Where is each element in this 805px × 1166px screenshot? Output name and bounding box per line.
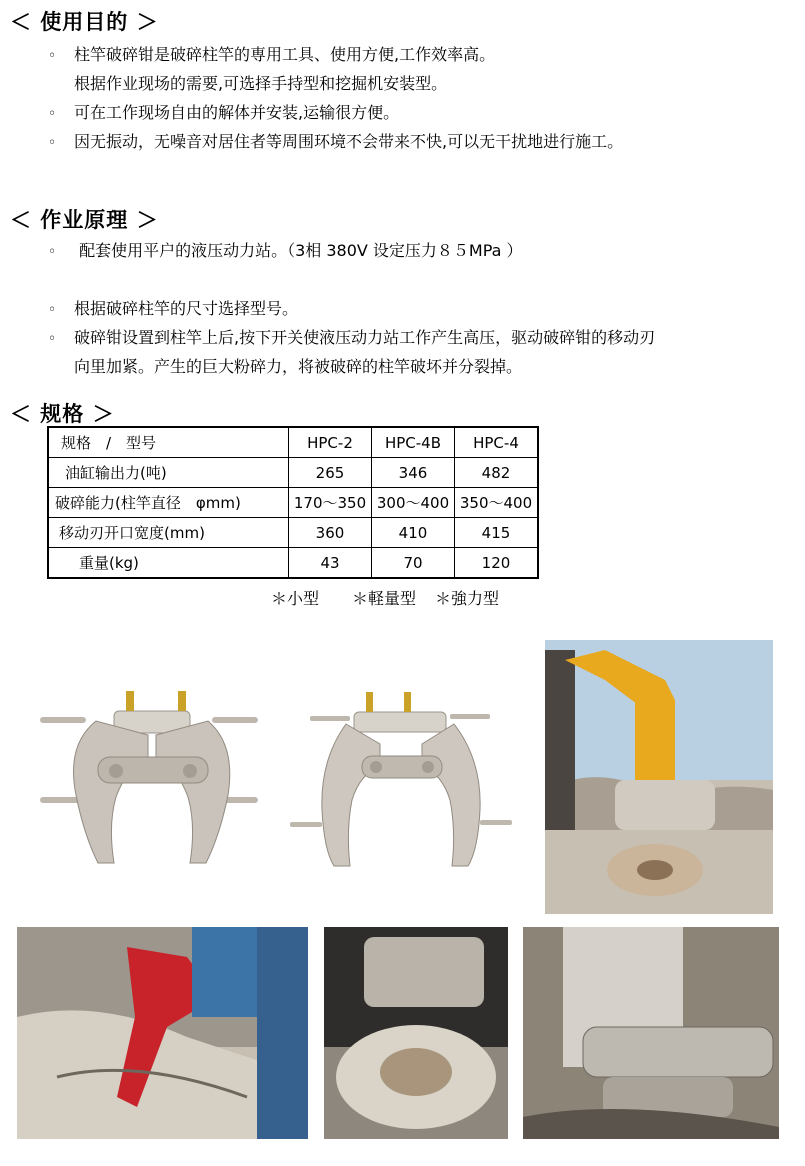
bullet: ◦ (48, 48, 57, 64)
tool-hpc2-photo (36, 685, 262, 870)
table-cell: 410 (372, 518, 455, 548)
purpose-text-1: 柱竿破碎钳是破碎柱竿的専用工具、使用方便,工作效率高。 (74, 45, 496, 64)
header-cell: HPC-4B (372, 427, 455, 458)
purpose-text-2: 根据作业现场的需要,可选择手持型和挖掘机安装型。 (74, 74, 448, 93)
principle-line-1 (48, 238, 523, 261)
spec-table (47, 426, 539, 579)
principle-text-3: 破碎钳设置到柱竿上后,按下开关使液压动力站工作产生高压，驱动破碎钳的移动刃 (74, 328, 656, 347)
note-small: ＊小型 (271, 589, 320, 608)
principle-line-3 (48, 325, 655, 348)
table-row (48, 548, 538, 579)
note-strong: ＊強力型 (435, 589, 500, 608)
table-cell: 350～400 (455, 488, 539, 518)
header-cell: 规格 / 型号 (48, 427, 289, 458)
header-cell: HPC-4 (455, 427, 539, 458)
table-cell: 120 (455, 548, 539, 579)
excavator-photo (545, 640, 773, 914)
principle-heading: ＜ 作业原理 ＞ (10, 208, 159, 232)
cracked-pole-photo (324, 927, 508, 1139)
purpose-text-3: 可在工作现场自由的解体并安装,运输很方便。 (74, 103, 400, 122)
header-cell: HPC-2 (289, 427, 372, 458)
table-cell: 346 (372, 458, 455, 488)
pole-closeup-photo (523, 927, 779, 1139)
purpose-heading: ＜ 使用目的 ＞ (10, 10, 159, 34)
tool-hpc4b-photo (290, 690, 512, 870)
table-cell: 415 (455, 518, 539, 548)
table-cell: 482 (455, 458, 539, 488)
row-label: 油缸输出力(吨) (48, 458, 289, 488)
principle-text-4: 向里加紧。产生的巨大粉碎力，将被破碎的柱竿破坏并分裂掉。 (74, 357, 523, 376)
note-light: ＊軽量型 (352, 589, 417, 608)
table-cell: 300～400 (372, 488, 455, 518)
bullet: ◦ (48, 331, 57, 347)
purpose-line-3 (48, 100, 399, 123)
purpose-line-4 (48, 129, 623, 152)
row-label: 重量(kg) (48, 548, 289, 579)
bullet: ◦ (48, 244, 57, 260)
principle-text-1: 配套使用平户的液压动力站。（3相 380V 设定压力８５MPa ） (74, 241, 523, 260)
table-cell: 70 (372, 548, 455, 579)
table-cell: 170～350 (289, 488, 372, 518)
row-label: 破碎能力(柱竿直径 φmm) (48, 488, 289, 518)
table-cell: 43 (289, 548, 372, 579)
purpose-line-2 (48, 71, 447, 94)
purpose-text-4: 因无振动，无噪音对居住者等周围环境不会带来不快,可以无干扰地进行施工。 (74, 132, 624, 151)
table-cell: 265 (289, 458, 372, 488)
spec-heading: ＜ 规格 ＞ (10, 402, 115, 426)
row-label: 移动刃开口宽度(mm) (48, 518, 289, 548)
bullet: ◦ (48, 135, 57, 151)
principle-line-2 (48, 296, 298, 319)
table-header-row (48, 427, 538, 458)
bullet: ◦ (48, 302, 57, 318)
principle-text-2: 根据破碎柱竿的尺寸选择型号。 (74, 299, 299, 318)
table-row (48, 458, 538, 488)
bullet: ◦ (48, 106, 57, 122)
red-tool-photo (17, 927, 308, 1139)
purpose-line-1 (48, 42, 495, 65)
table-row (48, 518, 538, 548)
table-row (48, 488, 538, 518)
principle-line-4 (48, 354, 522, 377)
table-cell: 360 (289, 518, 372, 548)
